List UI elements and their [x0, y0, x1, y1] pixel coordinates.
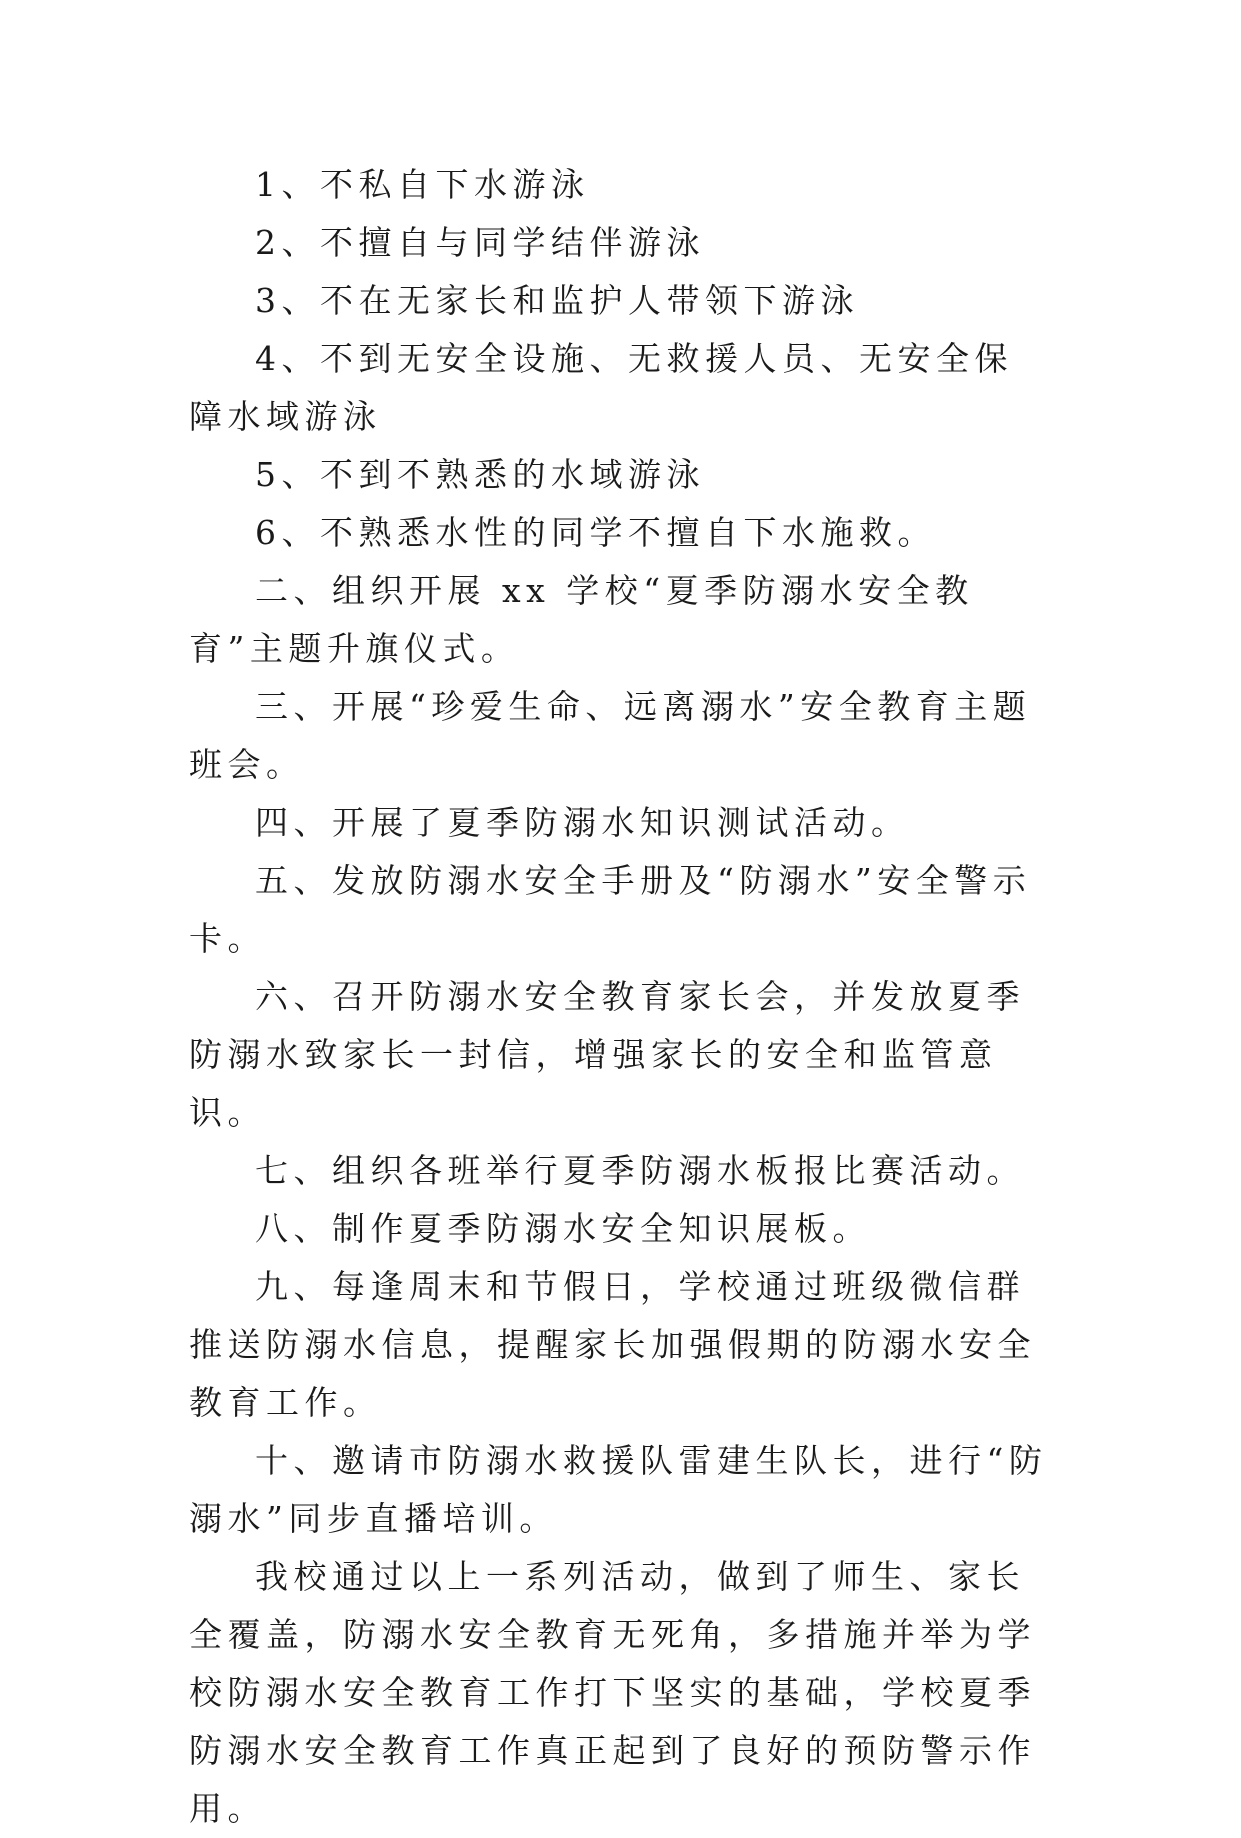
list-item-2: 2、不擅自与同学结伴游泳	[255, 223, 705, 262]
document-body	[189, 156, 1051, 1838]
section-7-paragraph: 七、组织各班举行夏季防溺水板报比赛活动。	[255, 1151, 1025, 1190]
list-item-4: 4、不到无安全设施、无救援人员、无安全保障水域游泳	[189, 339, 1013, 436]
section-9-paragraph: 九、每逢周末和节假日，学校通过班级微信群推送防溺水信息，提醒家长加强假期的防溺水安全教育工作。	[189, 1267, 1036, 1422]
list-item-1: 1、不私自下水游泳	[255, 165, 590, 204]
section-2-paragraph: 二、组织开展 xx 学校“夏季防溺水安全教育”主题升旗仪式。	[189, 571, 974, 668]
list-item-6: 6、不熟悉水性的同学不擅自下水施救。	[255, 513, 936, 552]
list-item-3: 3、不在无家长和监护人带领下游泳	[255, 281, 859, 320]
section-4-paragraph: 四、开展了夏季防溺水知识测试活动。	[255, 803, 910, 842]
section-6-paragraph: 六、召开防溺水安全教育家长会，并发放夏季防溺水致家长一封信，增强家长的安全和监管意识。	[189, 977, 1025, 1132]
summary-paragraph: 我校通过以上一系列活动，做到了师生、家长全覆盖，防溺水安全教育无死角，多措施并举为学校防溺水安全教育工作打下坚实的基础，学校夏季防溺水安全教育工作真正起到了良好的预防警示作用。	[189, 1557, 1036, 1828]
list-item-5: 5、不到不熟悉的水域游泳	[255, 455, 705, 494]
section-5-paragraph: 五、发放防溺水安全手册及“防溺水”安全警示卡。	[189, 861, 1032, 958]
section-8-paragraph: 八、制作夏季防溺水安全知识展板。	[255, 1209, 871, 1248]
section-3-paragraph: 三、开展“珍爱生命、远离溺水”安全教育主题班会。	[189, 687, 1032, 784]
section-10-paragraph: 十、邀请市防溺水救援队雷建生队长，进行“防溺水”同步直播培训。	[189, 1441, 1048, 1538]
